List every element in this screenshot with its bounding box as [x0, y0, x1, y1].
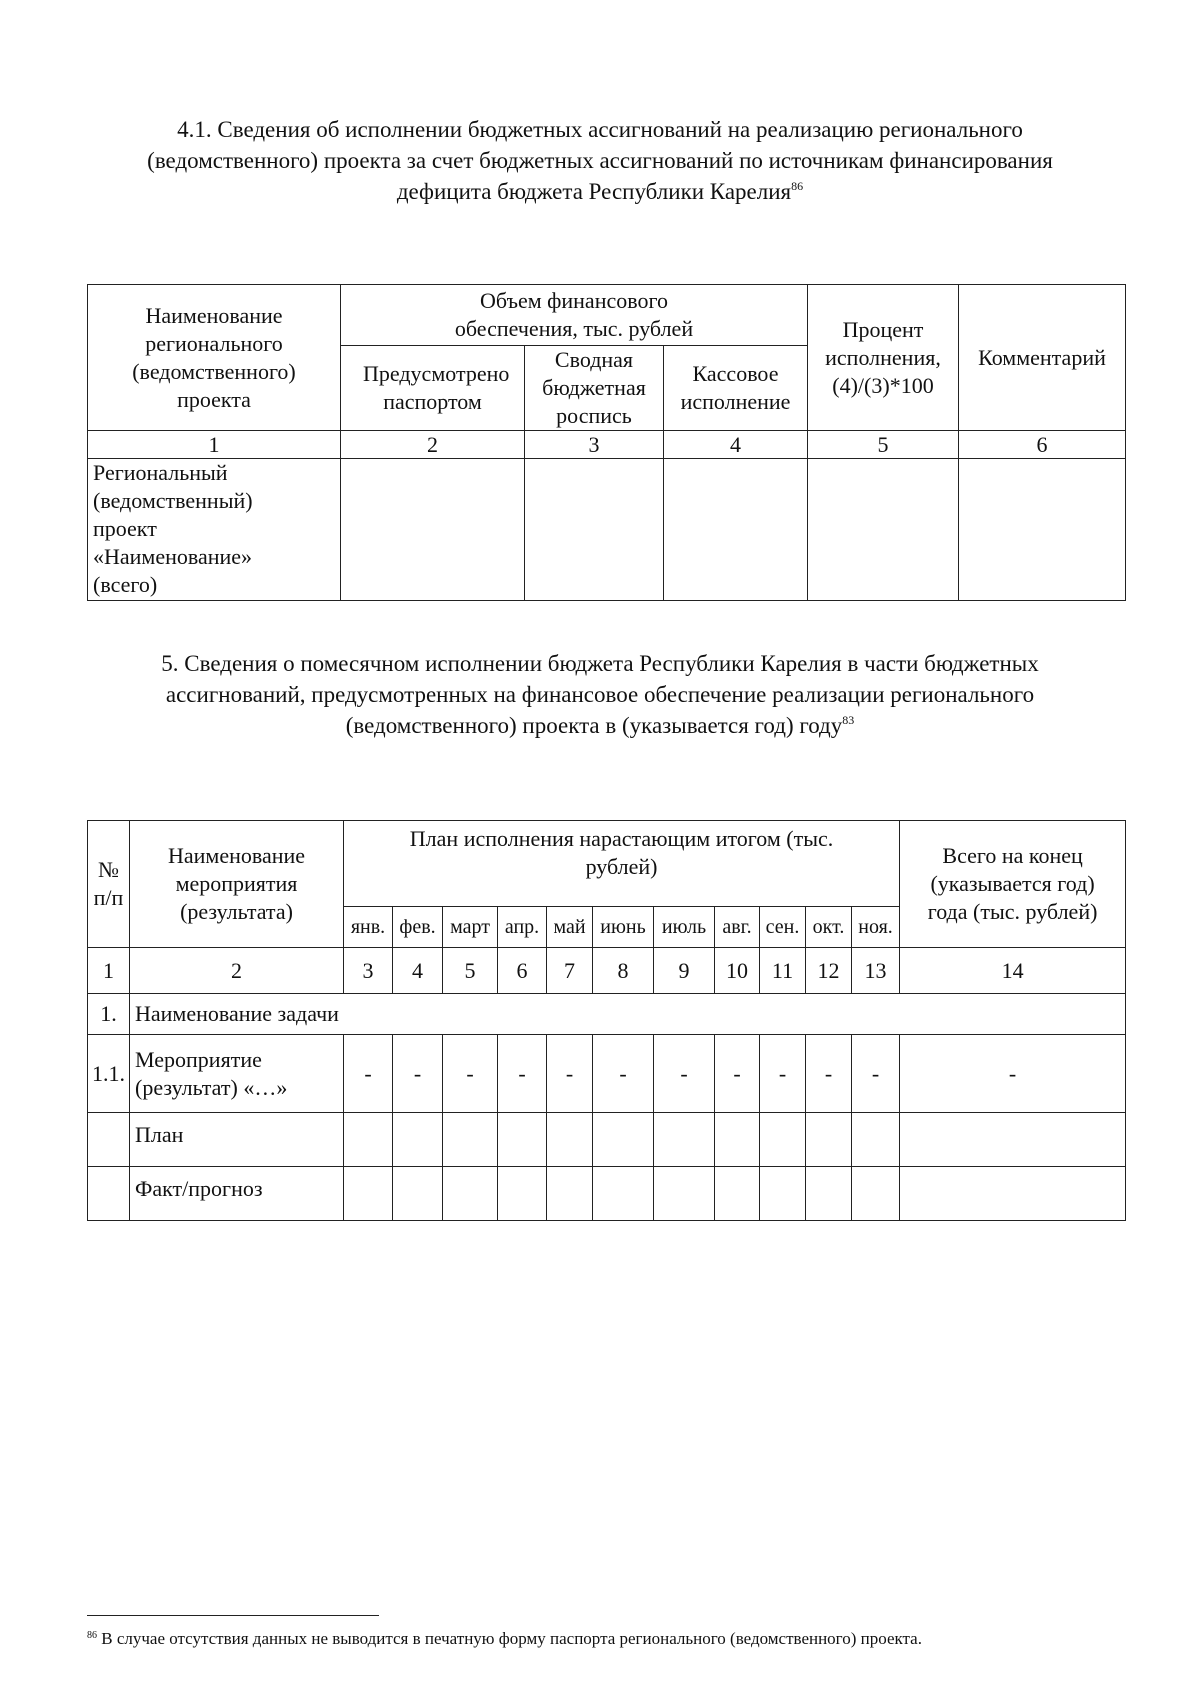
header-project-name: Наименование регионального (ведомственного) проекта	[88, 285, 341, 431]
fact-number-cell	[88, 1167, 130, 1221]
title-line: (ведомственного) проекта за счет бюджетных ассигнований по источникам финансирования	[147, 148, 1053, 173]
task-label: Наименование задачи	[130, 994, 1126, 1035]
plan-cell	[593, 1113, 654, 1167]
month-jan: янв.	[344, 907, 393, 948]
col-number: 4	[664, 431, 808, 459]
event-month-value: -	[443, 1035, 498, 1113]
event-month-value: -	[806, 1035, 852, 1113]
cell-comment	[959, 459, 1126, 601]
plan-cell	[654, 1113, 715, 1167]
event-month-value: -	[715, 1035, 760, 1113]
plan-number-cell	[88, 1113, 130, 1167]
plan-cell	[498, 1113, 547, 1167]
header-passport: Предусмотрено паспортом	[341, 346, 525, 431]
fact-cell	[547, 1167, 593, 1221]
col-number: 1	[88, 948, 130, 994]
month-feb: фев.	[393, 907, 443, 948]
plan-cell	[715, 1113, 760, 1167]
month-sep: сен.	[760, 907, 806, 948]
col-number: 3	[344, 948, 393, 994]
header-row-number: № п/п	[88, 821, 130, 948]
plan-total-cell	[900, 1113, 1126, 1167]
monthly-execution-table	[87, 820, 1126, 1221]
col-number: 13	[852, 948, 900, 994]
fact-cell	[593, 1167, 654, 1221]
header-cash-execution: Кассовое исполнение	[664, 346, 808, 431]
col-number: 2	[341, 431, 525, 459]
fact-cell	[715, 1167, 760, 1221]
col-number: 2	[130, 948, 344, 994]
cell-passport	[341, 459, 525, 601]
header-financing-volume: Объем финансового обеспечения, тыс. рублей	[341, 285, 808, 346]
plan-cell	[344, 1113, 393, 1167]
footnote-marker: 86	[87, 1630, 97, 1641]
header-percent: Процент исполнения, (4)/(3)*100	[808, 285, 959, 431]
fact-cell	[760, 1167, 806, 1221]
event-month-value: -	[760, 1035, 806, 1113]
month-may: май	[547, 907, 593, 948]
fact-cell	[393, 1167, 443, 1221]
cell-cash	[664, 459, 808, 601]
footnote-text: В случае отсутствия данных не выводится в печатную форму паспорта регионального (ведомственного) проекта.	[101, 1629, 922, 1648]
col-number: 8	[593, 948, 654, 994]
cell-budget-list	[525, 459, 664, 601]
month-mar: март	[443, 907, 498, 948]
event-number: 1.1.	[88, 1035, 130, 1113]
fact-cell	[498, 1167, 547, 1221]
section-5-title	[120, 648, 1080, 741]
event-month-value: -	[852, 1035, 900, 1113]
header-event-name: Наименование мероприятия (результата)	[130, 821, 344, 948]
month-aug: авг.	[715, 907, 760, 948]
col-number: 9	[654, 948, 715, 994]
event-label: Мероприятие (результат) «…»	[130, 1035, 344, 1113]
col-number: 6	[959, 431, 1126, 459]
fact-cell	[852, 1167, 900, 1221]
col-number: 14	[900, 948, 1126, 994]
plan-cell	[806, 1113, 852, 1167]
title-line: ассигнований, предусмотренных на финансовое обеспечение реализации регионального	[165, 682, 1035, 707]
budget-execution-table	[87, 284, 1126, 601]
footnote	[87, 1628, 922, 1650]
plan-label: План	[130, 1113, 344, 1167]
month-nov: ноя.	[852, 907, 900, 948]
plan-cell	[852, 1113, 900, 1167]
footnote-ref: 83	[842, 713, 855, 727]
plan-cell	[393, 1113, 443, 1167]
fact-cell	[443, 1167, 498, 1221]
title-line: (ведомственного) проекта в (указывается год) году$^{83}$	[345, 713, 855, 738]
event-month-value: -	[498, 1035, 547, 1113]
plan-cell	[547, 1113, 593, 1167]
footnote-ref: 86	[791, 179, 804, 193]
fact-cell	[654, 1167, 715, 1221]
col-number: 5	[808, 431, 959, 459]
month-apr: апр.	[498, 907, 547, 948]
month-oct: окт.	[806, 907, 852, 948]
plan-cell	[443, 1113, 498, 1167]
event-total-value: -	[900, 1035, 1126, 1113]
event-month-value: -	[654, 1035, 715, 1113]
fact-cell	[806, 1167, 852, 1221]
section-4-1-title	[120, 114, 1080, 207]
col-number: 10	[715, 948, 760, 994]
col-number: 1	[88, 431, 341, 459]
event-month-value: -	[393, 1035, 443, 1113]
title-line: дефицита бюджета Республики Карелия$^{86}$	[396, 179, 804, 204]
col-number: 5	[443, 948, 498, 994]
title-line: 5. Сведения о помесячном исполнении бюджета Республики Карелия в части бюджетных	[161, 651, 1039, 676]
month-jul: июль	[654, 907, 715, 948]
event-month-value: -	[593, 1035, 654, 1113]
fact-total-cell	[900, 1167, 1126, 1221]
col-number: 11	[760, 948, 806, 994]
footnote-divider	[87, 1615, 379, 1616]
col-number: 6	[498, 948, 547, 994]
header-year-total: Всего на конец (указывается год) года (тыс. рублей)	[900, 821, 1126, 948]
header-budget-list: Сводная бюджетная роспись	[525, 346, 664, 431]
header-cumulative-plan: План исполнения нарастающим итогом (тыс. рублей)	[344, 821, 900, 907]
fact-label: Факт/прогноз	[130, 1167, 344, 1221]
header-comment: Комментарий	[959, 285, 1126, 431]
title-line: 4.1. Сведения об исполнении бюджетных ассигнований на реализацию регионального	[177, 117, 1023, 142]
cell-percent	[808, 459, 959, 601]
project-row-label: Региональный (ведомственный) проект «Наименование» (всего)	[88, 459, 341, 601]
col-number: 4	[393, 948, 443, 994]
col-number: 7	[547, 948, 593, 994]
task-number: 1.	[88, 994, 130, 1035]
fact-cell	[344, 1167, 393, 1221]
month-jun: июнь	[593, 907, 654, 948]
event-month-value: -	[344, 1035, 393, 1113]
event-month-value: -	[547, 1035, 593, 1113]
col-number: 12	[806, 948, 852, 994]
plan-cell	[760, 1113, 806, 1167]
col-number: 3	[525, 431, 664, 459]
